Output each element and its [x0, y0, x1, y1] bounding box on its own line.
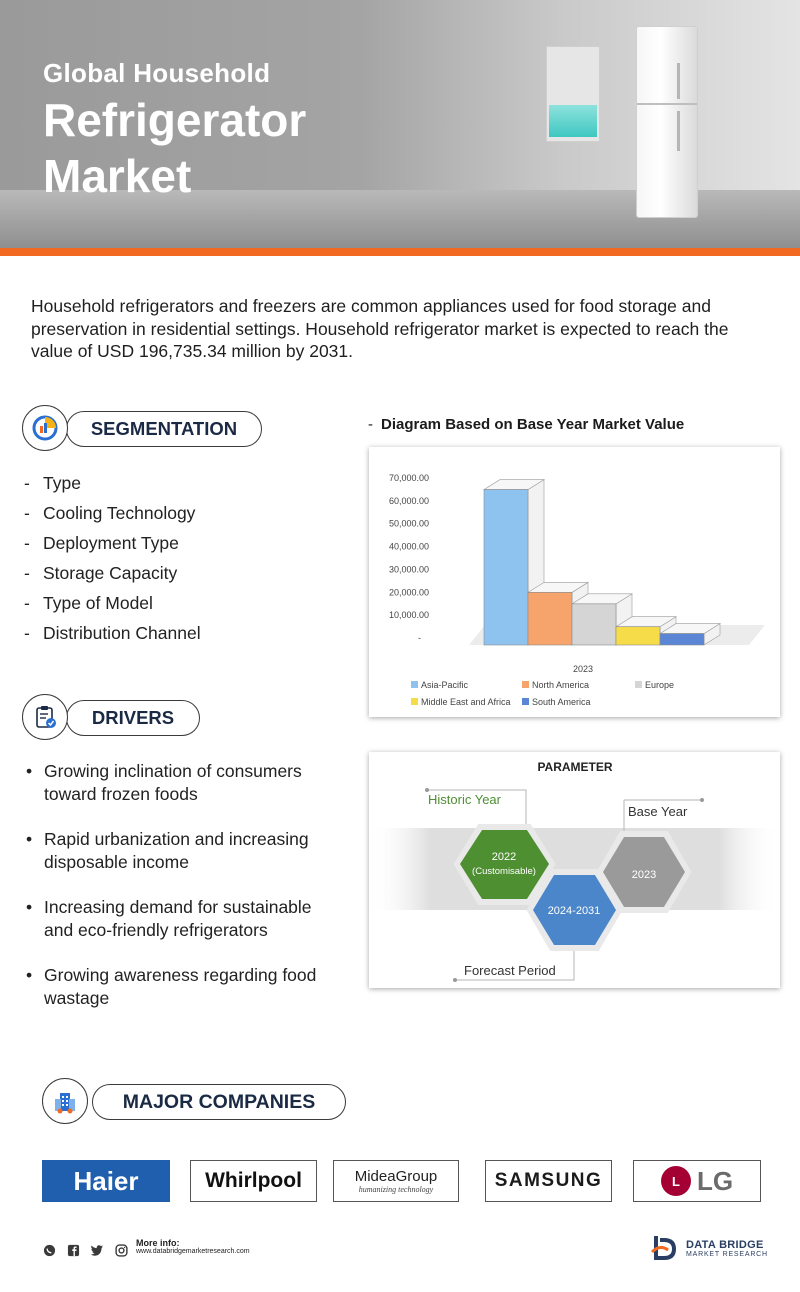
twitter-icon[interactable]: [89, 1242, 105, 1258]
parameter-title: PARAMETER: [537, 760, 613, 774]
bar-chart: [369, 447, 780, 717]
intro-paragraph: Household refrigerators and freezers are common appliances used for food storage and preservation in residential settings. Household refrigerator market is expected to reach the value of USD 196,735.34 million by 2031.: [31, 296, 729, 361]
legend-label: South America: [532, 697, 591, 707]
forecast-period-value: 2024-2031: [547, 905, 601, 917]
midea-logo: MideaGroup humanizing technology: [333, 1160, 459, 1202]
legend-label: Middle East and Africa: [421, 697, 511, 707]
brand-line1: DATA BRIDGE: [686, 1238, 764, 1251]
instagram-icon[interactable]: [113, 1242, 129, 1258]
hero-title-line2: Refrigerator: [43, 94, 307, 146]
list-item: • Growing inclination of consumers toward frozen foods: [24, 760, 344, 805]
drivers-label: DRIVERS: [91, 707, 175, 728]
more-info-label: More info:: [136, 1238, 180, 1248]
list-item: • Increasing demand for sustainable and eco-friendly refrigerators: [24, 896, 344, 941]
segmentation-label: SEGMENTATION: [90, 418, 238, 439]
facebook-icon[interactable]: [65, 1242, 81, 1258]
legend-item: [411, 680, 469, 690]
list-item: - Type: [24, 468, 201, 498]
historic-year-value: 2022: [491, 851, 517, 863]
legend-item: [411, 697, 511, 707]
legend-label: Asia-Pacific: [421, 680, 469, 690]
legend-label: North America: [532, 680, 590, 690]
x-axis-label: 2023: [572, 664, 594, 674]
legend-label: Europe: [645, 680, 675, 690]
hero-title: [43, 58, 306, 201]
y-tick-label: 60,000.00: [388, 495, 429, 506]
pie-chart-icon: [22, 405, 68, 451]
hero-title-line3: Market: [43, 150, 192, 202]
more-info: [136, 1238, 250, 1255]
parameter-card: [369, 752, 780, 988]
y-tick-label: 50,000.00: [388, 518, 429, 529]
segmentation-pill: [66, 411, 262, 447]
drivers-list: [24, 760, 344, 1032]
base-hexagon: [600, 834, 688, 910]
building-icon: [42, 1078, 88, 1124]
hero-title-line1: Global Household: [43, 58, 271, 88]
y-tick-label: 30,000.00: [388, 564, 429, 575]
y-tick-label: 40,000.00: [388, 541, 429, 552]
list-item: - Storage Capacity: [24, 558, 201, 588]
base-year-value: 2023: [631, 869, 657, 881]
social-links: [41, 1242, 129, 1258]
clipboard-check-icon: [22, 694, 68, 740]
legend-item: [635, 680, 674, 690]
historic-year-label: Historic Year: [428, 792, 501, 807]
y-tick-label: 10,000.00: [388, 610, 429, 621]
y-tick-label: 70,000.00: [388, 473, 429, 483]
y-tick-label: 20,000.00: [388, 587, 429, 598]
list-item: - Cooling Technology: [24, 498, 201, 528]
hero-banner: [0, 0, 800, 248]
samsung-logo: SAMSUNG: [485, 1160, 612, 1202]
legend-item: [522, 680, 589, 690]
companies-pill: [92, 1084, 346, 1120]
list-item: - Deployment Type: [24, 528, 201, 558]
lg-emblem-icon: L: [661, 1166, 691, 1196]
chart-heading: - Diagram Based on Base Year Market Value: [368, 416, 685, 433]
brand-line2: MARKET RESEARCH: [686, 1250, 768, 1258]
website-link[interactable]: www.databridgemarketresearch.com: [136, 1248, 250, 1255]
whatsapp-icon[interactable]: [41, 1242, 57, 1258]
list-item: • Growing awareness regarding food wastage: [24, 964, 344, 1009]
parameter-diagram: [369, 752, 780, 988]
wall-picture-image: [546, 46, 600, 142]
segmentation-list: [24, 468, 201, 648]
refrigerator-image: [636, 26, 698, 218]
drivers-pill: [66, 700, 200, 736]
y-tick-label: -: [418, 633, 421, 643]
haier-logo: Haier: [42, 1160, 170, 1202]
list-item: - Type of Model: [24, 588, 201, 618]
whirlpool-logo: Whirlpool: [190, 1160, 317, 1202]
bar-chart-card: [369, 447, 780, 717]
data-bridge-emblem-icon: [650, 1232, 682, 1264]
forecast-period-label: Forecast Period: [464, 963, 556, 978]
chart-heading-text: Diagram Based on Base Year Market Value: [381, 416, 685, 433]
list-item: • Rapid urbanization and increasing disposable income: [24, 828, 344, 873]
companies-label: MAJOR COMPANIES: [122, 1090, 316, 1113]
historic-year-note: (Customisable): [472, 866, 536, 877]
base-year-label: Base Year: [628, 804, 688, 819]
legend-item: [522, 697, 591, 707]
data-bridge-logo: [650, 1232, 768, 1264]
lg-logo: L LG: [633, 1160, 761, 1202]
accent-divider: [0, 248, 800, 256]
list-item: - Distribution Channel: [24, 618, 201, 648]
